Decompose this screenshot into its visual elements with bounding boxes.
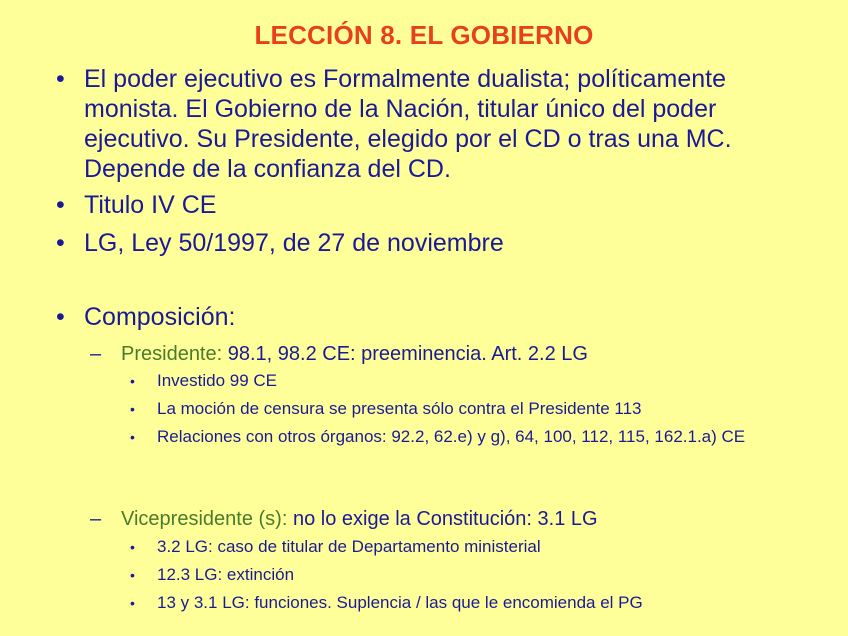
sub-subitem (130, 399, 790, 421)
bullet-marker: • (56, 191, 65, 219)
bullet-item-titulo (56, 190, 796, 222)
sub-subitem-text: 13 y 3.1 LG: funciones. Suplencia / las que le encomienda el PG (157, 593, 643, 612)
bullet-item-ley (56, 228, 796, 260)
bullet-item-composicion (56, 302, 796, 334)
bullet-marker: • (56, 229, 65, 257)
bullet-marker: • (56, 65, 65, 93)
dot-marker: • (130, 429, 135, 445)
subitem-rest: no lo exige la Constitución: 3.1 LG (287, 508, 598, 530)
subitem-rest: 98.1, 98.2 CE: preeminencia. Art. 2.2 LG (222, 343, 588, 365)
subitem-label: Vicepresidente (s): (121, 508, 288, 530)
dot-marker: • (130, 539, 135, 555)
subitem-label: Presidente: (121, 343, 223, 365)
dot-marker: • (130, 373, 135, 389)
bullet-text: Titulo IV CE (84, 191, 217, 219)
subitem-presidente (90, 342, 810, 368)
subitem-vicepresidente (90, 507, 810, 533)
sub-subitem-text: 12.3 LG: extinción (157, 565, 295, 584)
subitem-text (121, 342, 821, 366)
dot-marker: • (130, 401, 135, 417)
sub-subitem-text: Relaciones con otros órganos: 92.2, 62.e) y g), 64, 100, 112, 115, 162.1.a) CE (157, 427, 746, 446)
sub-subitem (130, 537, 790, 559)
bullet-text: LG, Ley 50/1997, de 27 de noviembre (84, 229, 504, 257)
bullet-item-ejecutivo (56, 64, 796, 188)
subitem-text (121, 507, 821, 531)
bullet-text: Composición: (84, 303, 236, 331)
sub-subitem-text: La moción de censura se presenta sólo contra el Presidente 113 (157, 399, 642, 418)
dash-marker: – (90, 343, 102, 365)
sub-subitem-text: 3.2 LG: caso de titular de Departamento ministerial (157, 537, 541, 556)
sub-subitem (130, 593, 790, 615)
sub-subitem (130, 371, 790, 393)
dash-marker: – (90, 508, 102, 530)
sub-subitem-text: Investido 99 CE (157, 371, 278, 390)
slide-title: LECCIÓN 8. EL GOBIERNO (254, 20, 594, 50)
dot-marker: • (130, 567, 135, 583)
bullet-marker: • (56, 303, 65, 331)
sub-subitem (130, 565, 790, 587)
bullet-text: El poder ejecutivo es Formalmente dualista; políticamente monista. El Gobierno de la Nación, titular único del poder ejecutivo. Su Presidente, elegido por el CD o tras una MC. Depende de la confianza del CD. (84, 65, 732, 183)
dot-marker: • (130, 595, 135, 611)
sub-subitem (130, 427, 790, 471)
